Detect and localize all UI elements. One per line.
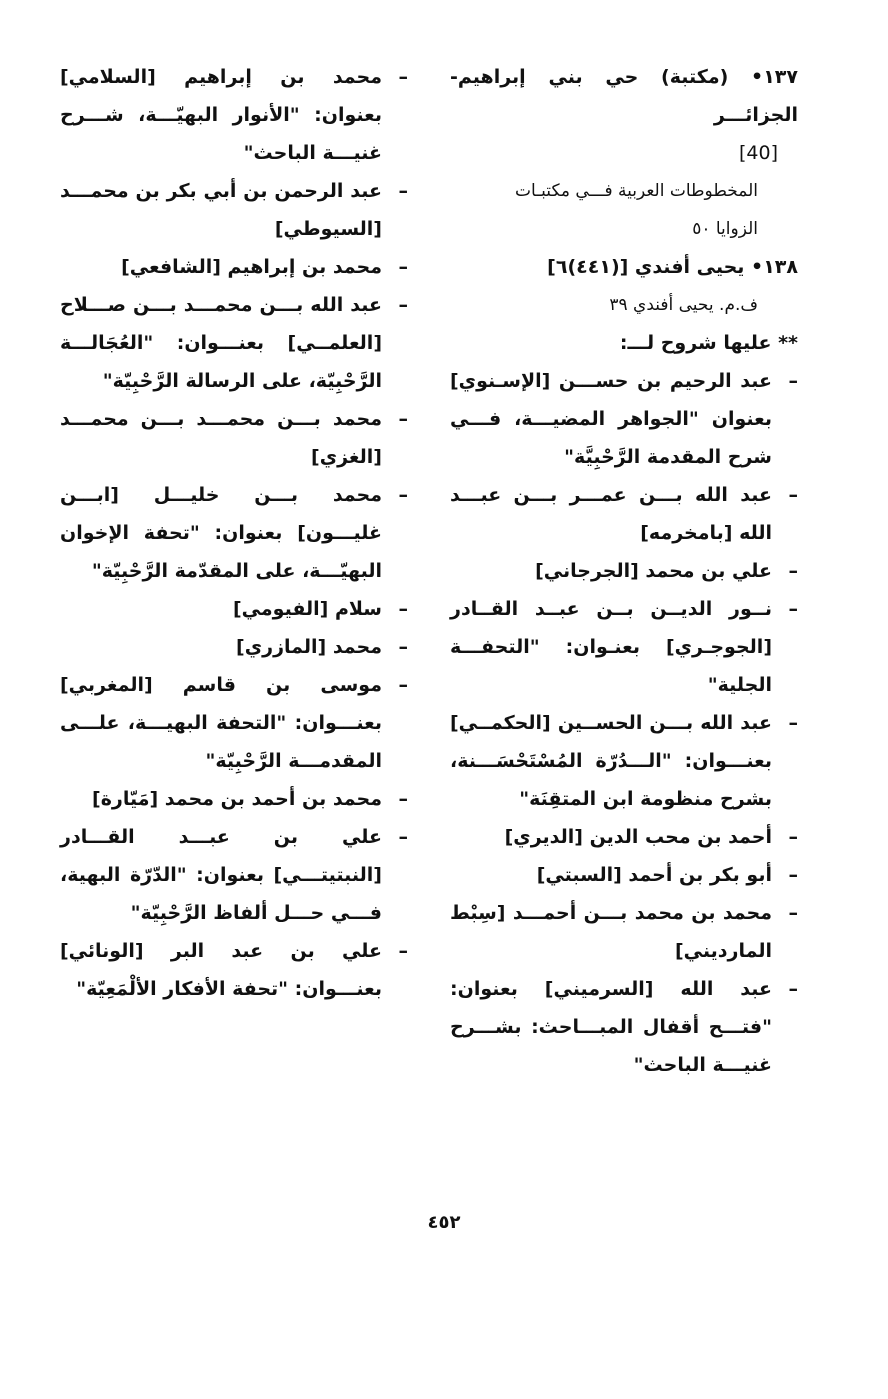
list-item-text: نــور الديــن بــن عبــد القــادر [الجوجـري] بعنـوان: "التحفـــة الجلية" <box>450 598 772 696</box>
list-item <box>450 856 798 894</box>
list-item-text: محمد بن إبراهيم [الشافعي] <box>121 256 382 278</box>
list-dash: – <box>398 598 408 620</box>
list-dash: – <box>788 560 798 582</box>
list-dash: – <box>398 256 408 278</box>
list-item-text: عبد الله بـــن محمـــد بـــن صـــلاح [العلمــي] بعنـــوان: "العُجَالـــة الرَّحْبِيّة، على الرسالة الرَّحْبِيّة" <box>60 294 382 392</box>
list-dash: – <box>398 826 408 848</box>
list-dash: – <box>788 370 798 392</box>
list-dash: – <box>788 864 798 886</box>
list-dash: – <box>398 636 408 658</box>
list-item-text: عبد الله بـــن الحســين [الحكمــي] بعنـــوان: "الـــدُرّة المُسْتَحْسَـــنة، بشرح منظومة ابن المتقِنَة" <box>450 712 772 810</box>
list-item-text: عبد الله بـــن عمـــر بـــن عبـــد الله [بامخرمه] <box>450 484 772 544</box>
list-item <box>60 248 408 286</box>
page-number: ٤٥٢ <box>427 1212 461 1233</box>
left-column <box>60 58 408 1008</box>
list-item-text: محمد بـــن محمـــد بـــن محمـــد [الغزي] <box>60 408 382 468</box>
list-item-text: عبد الرحيم بن حســـن [الإسـنوي] بعنوان "الجواهر المضيـــة، فـــي شرح المقدمة الرَّحْبِيَّة" <box>450 370 772 468</box>
list-dash: – <box>398 180 408 202</box>
list-item <box>60 590 408 628</box>
list-item <box>450 894 798 970</box>
list-dash: – <box>788 978 798 1000</box>
list-dash: – <box>788 902 798 924</box>
list-item <box>60 818 408 932</box>
list-item <box>450 362 798 476</box>
list-item <box>60 286 408 400</box>
list-dash: – <box>398 408 408 430</box>
list-dash: – <box>398 674 408 696</box>
list-item <box>60 476 408 590</box>
list-item-text: محمد بن إبراهيم [السلامي] بعنوان: "الأنوار البهيّـــة، شـــرح غنيـــة الباحث" <box>60 66 382 164</box>
commentaries-heading: ** عليها شروح لـــ: <box>619 332 798 354</box>
list-item-text: محمد بـــن خليـــل [ابـــن غليـــون] بعنوان: "تحفة الإخوان البهيّـــة، على المقدّمة الرَّحْبِيّة" <box>60 484 382 582</box>
list-item <box>60 666 408 780</box>
list-item-text: عبد الله [السرميني] بعنوان: "فتـــح أقفال المبـــاحث: بشـــرح غنيـــة الباحث" <box>450 978 772 1076</box>
list-item <box>60 172 408 248</box>
right-column <box>450 58 798 1084</box>
list-dash: – <box>788 826 798 848</box>
item-138-line2: ف.م. يحيى أفندي ٣٩ <box>609 295 758 315</box>
list-item-text: موسى بن قاسم [المغربي] بعنـــوان: "التحفة البهيـــة، علـــى المقدمـــة الرَّحْبِيّة" <box>60 674 382 772</box>
list-dash: – <box>788 598 798 620</box>
list-item <box>450 552 798 590</box>
list-dash: – <box>398 788 408 810</box>
list-item <box>450 818 798 856</box>
list-item-text: أبو بكر بن أحمد [السبتي] <box>536 864 772 886</box>
list-item-text: محمد بن أحمد بن محمد [مَيّارة] <box>92 788 382 810</box>
list-dash: – <box>788 712 798 734</box>
list-item-text: علي بن عبـــد القـــادر [النبتيتـــي] بعنوان: "الدّرّة البهية، فـــي حـــل ألفاظ الرَّحْبِيّة" <box>60 826 382 924</box>
list-dash: – <box>398 66 408 88</box>
list-item-text: علي بن محمد [الجرجاني] <box>535 560 772 582</box>
item-137-line2: [40] <box>738 142 778 164</box>
list-item <box>450 704 798 818</box>
list-item <box>60 400 408 476</box>
list-item-text: علي بن عبد البر [الونائي] بعنـــوان: "تحفة الأفكار الألْمَعِيّة" <box>60 940 382 1000</box>
list-item-text: أحمد بن محب الدين [الديري] <box>504 826 772 848</box>
list-item <box>450 590 798 704</box>
list-item <box>450 476 798 552</box>
list-dash: – <box>398 940 408 962</box>
list-item-text: سلام [الفيومي] <box>233 598 382 620</box>
item-137-line4: الزوايا ٥٠ <box>692 219 758 239</box>
list-dash: – <box>788 484 798 506</box>
list-item <box>60 780 408 818</box>
list-item <box>60 628 408 666</box>
item-137-line3: المخطوطات العربية فـــي مكتبـات <box>515 181 758 201</box>
list-item-text: محمد [المازري] <box>236 636 382 658</box>
list-item-text: محمد بن محمد بـــن أحمـــد [سِبْط المارديني] <box>450 902 772 962</box>
item-137-line1: ١٣٧• (مكتبة) حي بني إبراهيم- الجزائـــر <box>450 66 798 126</box>
list-item-text: عبد الرحمن بن أبي بكر بن محمـــد [السيوطي] <box>60 180 382 240</box>
list-item <box>60 58 408 172</box>
list-dash: – <box>398 294 408 316</box>
list-dash: – <box>398 484 408 506</box>
list-item <box>450 970 798 1084</box>
item-138-line1: ١٣٨• يحيى أفندي [(٤٤١)٦] <box>547 256 798 278</box>
list-item <box>60 932 408 1008</box>
